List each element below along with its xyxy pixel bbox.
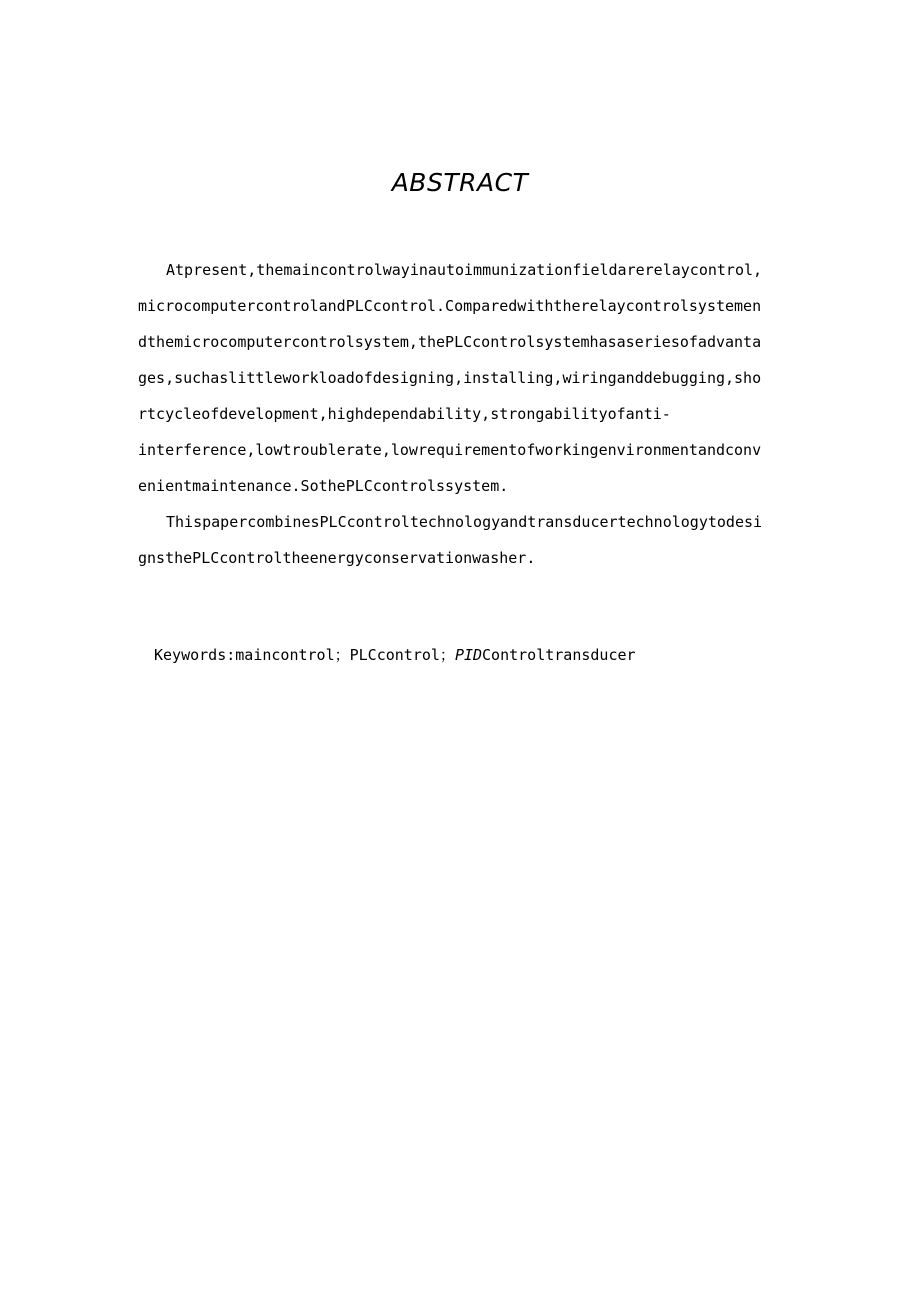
abstract-line: gnsthePLCcontroltheenergyconservationwasher. [138,549,536,567]
keywords-italic-term: PID [454,646,483,664]
abstract-body [138,252,778,576]
abstract-line: ThispapercombinesPLCcontroltechnologyandtransducertechnologytodesi [166,513,763,531]
keywords-line [154,642,774,668]
abstract-line: ges,suchaslittleworkloadofdesigning,installing,wiringanddebugging,sho [138,369,762,387]
page-title: ABSTRACT [391,168,529,197]
abstract-line: rtcycleofdevelopment,highdependability,strongabilityofanti- [138,405,671,423]
keywords-label: Keywords:maincontrol；PLCcontrol； [154,646,455,664]
abstract-line: enientmaintenance.SothePLCcontrolssystem. [138,477,509,495]
keywords-rest: Controltransducer [482,646,636,664]
abstract-line: Atpresent,themaincontrolwayinautoimmunizationfieldarerelaycontrol, [166,261,763,279]
abstract-line: dthemicrocomputercontrolsystem,thePLCcontrolsystemhasaseriesofadvanta [138,333,762,351]
abstract-line: microcomputercontrolandPLCcontrol.Comparedwiththerelaycontrolsystemen [138,297,762,315]
abstract-line: interference,lowtroublerate,lowrequirementofworkingenvironmentandconv [138,441,762,459]
